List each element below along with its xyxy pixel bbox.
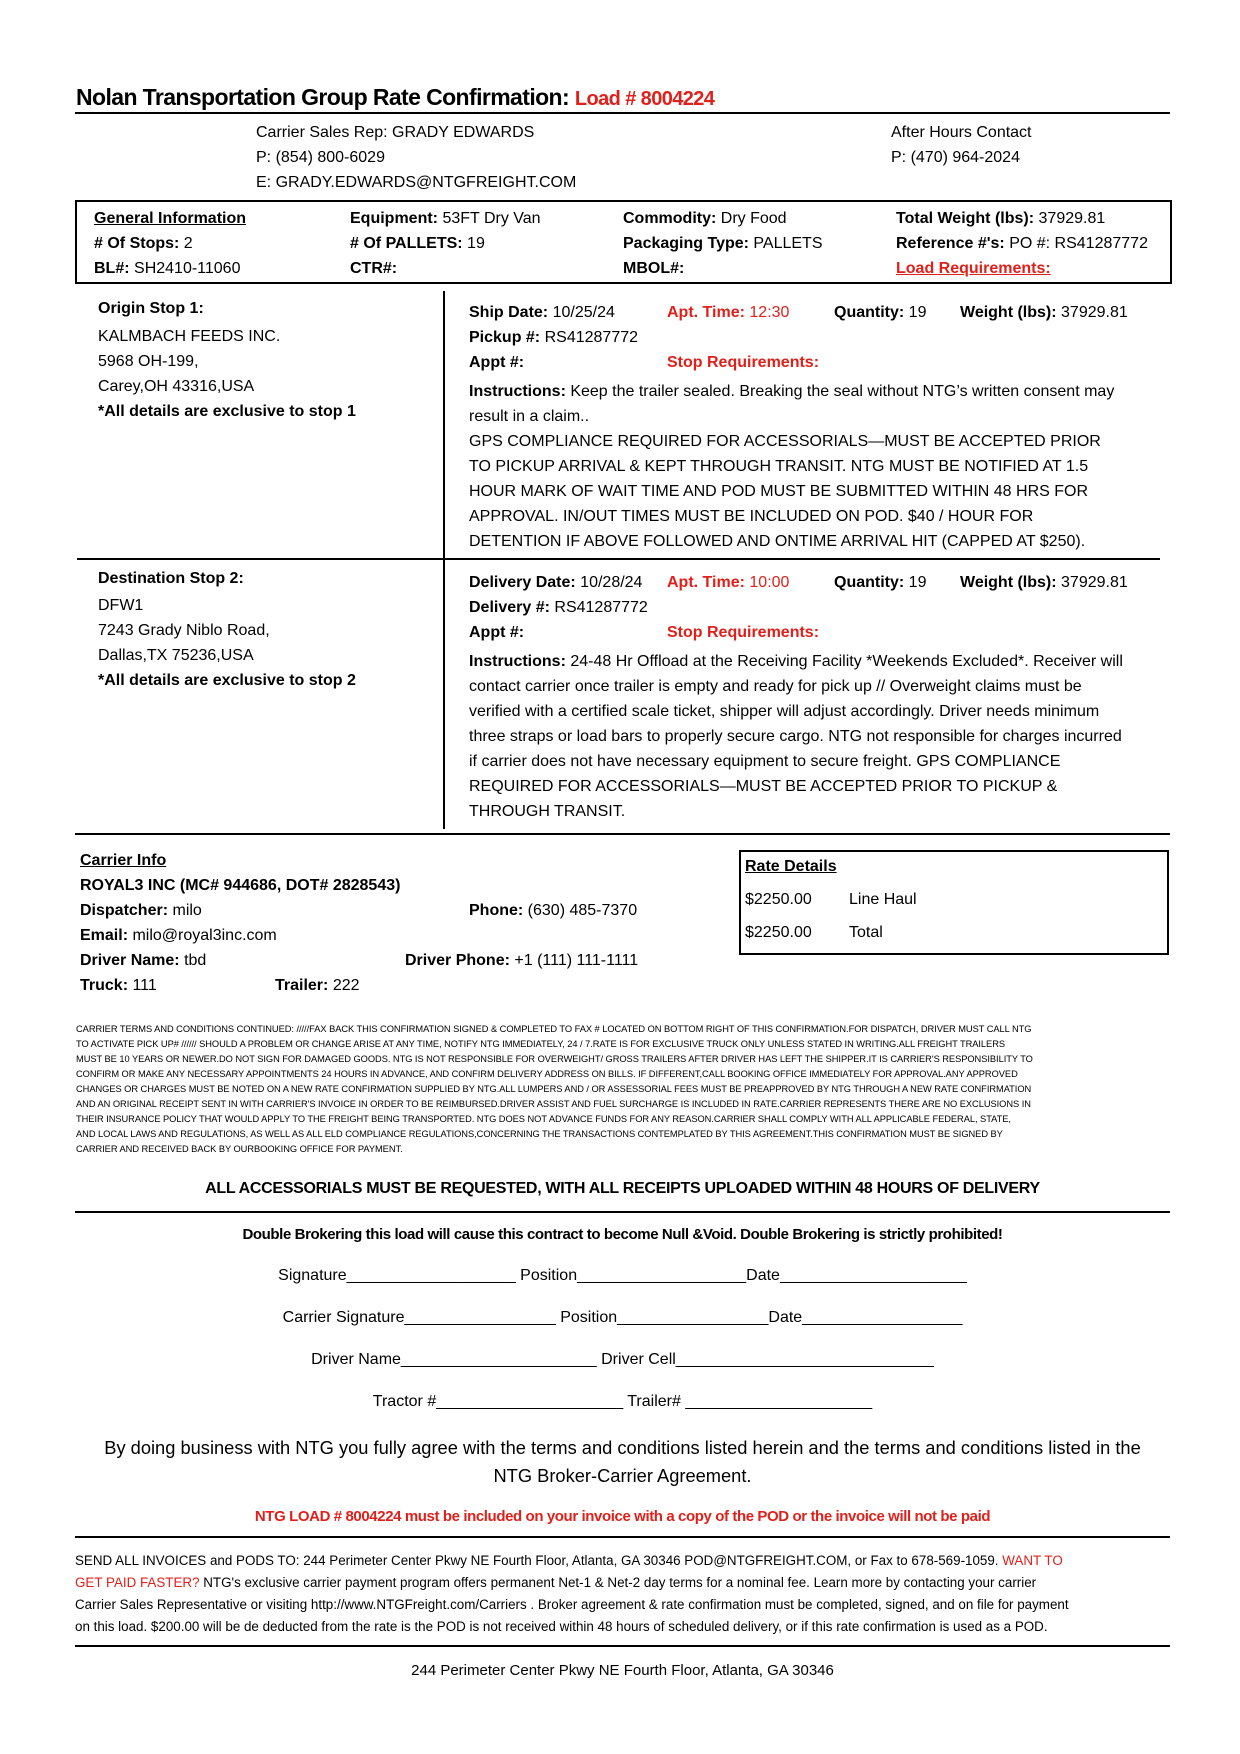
origin-instruction-line: Instructions: Keep the trailer sealed. Breaking the seal without NTG’s written consent may: [469, 383, 1115, 400]
destination-stop-requirements[interactable]: Stop Requirements:: [667, 624, 820, 641]
destination-quantity: Quantity: 19: [834, 574, 927, 591]
total-weight: Total Weight (lbs): 37929.81: [896, 210, 1106, 227]
origin-instruction-line: GPS COMPLIANCE REQUIRED FOR ACCESSORIALS—MUST BE ACCEPTED PRIOR: [469, 433, 1101, 450]
double-brokering-notice: Double Brokering this load will cause this contract to become Null &Void. Double Brokering is strictly prohibited!: [242, 1226, 1003, 1243]
destination-instruction-line: THROUGH TRANSIT.: [469, 803, 626, 820]
origin-pickup-number: Pickup #: RS41287772: [469, 329, 639, 346]
title-divider: [75, 112, 1170, 114]
get-paid-faster-link[interactable]: WANT TO: [1002, 1553, 1063, 1568]
stops-horizontal-divider: [77, 558, 1160, 560]
agreement-line: By doing business with NTG you fully agree with the terms and conditions listed herein and the terms and conditions listed in the: [104, 1437, 1141, 1458]
title-text: Nolan Transportation Group Rate Confirmation:: [76, 84, 570, 110]
destination-address-1: 7243 Grady Niblo Road,: [98, 622, 270, 639]
destination-heading: Destination Stop 2:: [98, 570, 244, 587]
footer-address: 244 Perimeter Center Pkwy NE Fourth Floor, Atlanta, GA 30346: [411, 1662, 834, 1679]
sales-rep-phone: P: (854) 800-6029: [256, 149, 385, 166]
carrier-name: ROYAL3 INC (MC# 944686, DOT# 2828543): [80, 877, 401, 894]
origin-instruction-line: APPROVAL. IN/OUT TIMES MUST BE INCLUDED ON POD. $40 / HOUR FOR: [469, 508, 1034, 525]
dispatcher: Dispatcher: milo: [80, 902, 202, 919]
driver-name-line[interactable]: Driver Name______________________ Driver Cell_____________________________: [311, 1351, 934, 1368]
page-title: [76, 84, 714, 111]
carrier-phone: Phone: (630) 485-7370: [469, 902, 638, 919]
terms-line: CHANGES OR CHARGES MUST BE NOTED ON A NEW RATE CONFIRMATION SUPPLIED BY NTG.ALL LUMPERS AND / OR ASSESSORIAL FEES MUST BE PREAPPROVED BY NTG THROUGH A NEW RATE CONFIRMATION: [76, 1084, 1032, 1094]
reference-numbers: Reference #'s: PO #: RS41287772: [896, 235, 1148, 252]
destination-instruction-line: three straps or load bars to properly secure cargo. NTG not responsible for charges incurred: [469, 728, 1122, 745]
load-number: Load # 8004224: [574, 88, 715, 110]
after-hours-contact: After Hours Contact: [891, 124, 1032, 141]
destination-name: DFW1: [98, 597, 144, 614]
driver-phone: Driver Phone: +1 (111) 111-1111: [405, 952, 639, 969]
sales-rep: Carrier Sales Rep: GRADY EDWARDS: [256, 124, 535, 141]
linehaul-label: Line Haul: [849, 891, 917, 908]
agreement-line: NTG Broker-Carrier Agreement.: [493, 1465, 752, 1486]
sales-rep-email[interactable]: E: GRADY.EDWARDS@NTGFREIGHT.COM: [256, 174, 577, 191]
origin-heading: Origin Stop 1:: [98, 300, 204, 317]
origin-instruction-line: DETENTION IF ABOVE FOLLOWED AND ONTIME ARRIVAL HIT (CAPPED AT $250).: [469, 533, 1086, 550]
origin-instructions: [469, 379, 1114, 554]
origin-note: *All details are exclusive to stop 1: [98, 403, 356, 420]
tractor-trailer-line[interactable]: Tractor #_____________________ Trailer# _____________________: [372, 1393, 873, 1410]
general-info-heading: General Information: [94, 210, 247, 227]
ctr-number: CTR#:: [350, 260, 398, 277]
origin-weight: Weight (lbs): 37929.81: [960, 304, 1128, 321]
destination-instruction-line: REQUIRED FOR ACCESSORIALS—MUST BE ACCEPTED PRIOR TO PICKUP &: [469, 778, 1058, 795]
stops-vertical-divider: [443, 291, 445, 829]
invoice-info: [75, 1550, 1069, 1638]
accessorials-notice: ALL ACCESSORIALS MUST BE REQUESTED, WITH ALL RECEIPTS UPLOADED WITHIN 48 HOURS OF DELIVERY: [205, 1180, 1040, 1197]
invoice-notice: NTG LOAD # 8004224 must be included on your invoice with a copy of the POD or the invoice will not be paid: [254, 1508, 991, 1525]
origin-instruction-line: HOUR MARK OF WAIT TIME AND POD MUST BE SUBMITTED WITHIN 48 HRS FOR: [469, 483, 1089, 500]
equipment: Equipment: 53FT Dry Van: [350, 210, 541, 227]
carrier-email[interactable]: Email: milo@royal3inc.com: [80, 927, 277, 944]
packaging-type: Packaging Type: PALLETS: [623, 235, 823, 252]
terms-line: CARRIER AND RECEIVED BACK BY OURBOOKING OFFICE FOR PAYMENT.: [76, 1144, 403, 1154]
trailer-number: Trailer: 222: [275, 977, 360, 994]
carrier-info-heading: Carrier Info: [80, 852, 167, 869]
invoice-info-line: on this load. $200.00 will be de deducted from the rate is the POD is not received within 48 hours of scheduled delivery, or if this rate confirmation is used as a POD.: [75, 1619, 1048, 1634]
carrier-section-divider: [75, 833, 1170, 835]
terms-line: MUST BE 10 YEARS OR NEWER.DO NOT SIGN FOR DAMAGED GOODS. NTG IS NOT RESPONSIBLE FOR OVERWEIGHT/ GROSS TRAILERS AFTER DRIVER HAS LEFT THE SHIPPER.IT IS CARRIER'S RESPONSIBILITY TO: [76, 1054, 1033, 1064]
accessorials-divider: [75, 1211, 1170, 1213]
terms-line: AND AN ORIGINAL RECEIPT SENT IN WITH CARRIER'S INVOICE IN ORDER TO BE REIMBURSED.DRIVER ASSIST AND FUEL SURCHARGE IS INCLUDED IN RATE.CARRIER REPRESENTS THERE ARE NO EXCLUSIONS IN: [76, 1099, 1031, 1109]
terms-line: THEIR INSURANCE POLICY THAT WOULD APPLY TO THE FREIGHT BEING TRANSPORTED. NTG DOES NOT ADVANCE FUNDS FOR ANY REASON.CARRIER SHALL COMPLY WITH ALL APPLICABLE FEDERAL, STATE,: [76, 1114, 1011, 1124]
destination-appt-number: Appt #:: [469, 624, 525, 641]
destination-weight: Weight (lbs): 37929.81: [960, 574, 1128, 591]
mbol-number: MBOL#:: [623, 260, 685, 277]
origin-instruction-line: result in a claim..: [469, 408, 590, 425]
truck-number: Truck: 111: [80, 977, 157, 994]
stops-count: # Of Stops: 2: [94, 235, 193, 252]
origin-appt-number: Appt #:: [469, 354, 525, 371]
destination-instructions: [469, 649, 1123, 824]
origin-address-1: 5968 OH-199,: [98, 353, 199, 370]
origin-apt-time: Apt. Time: 12:30: [667, 304, 790, 321]
commodity: Commodity: Dry Food: [623, 210, 787, 227]
terms-line: TO ACTIVATE PICK UP# ////// SHOULD A PROBLEM OR CHANGE ARISE AT ANY TIME, NOTIFY NTG IMMEDIATELY, 24 / 7.RATE IS FOR EXCLUSIVE TRUCK ONLY UNLESS STATED IN WRITING.ALL FREIGHT TRAILERS: [76, 1039, 1006, 1049]
origin-ship-date: Ship Date: 10/25/24: [469, 304, 615, 321]
origin-name: KALMBACH FEEDS INC.: [98, 328, 281, 345]
rate-details-heading: Rate Details: [745, 858, 837, 875]
get-paid-faster-text[interactable]: GET PAID FASTER?: [75, 1575, 200, 1590]
destination-note: *All details are exclusive to stop 2: [98, 672, 356, 689]
load-requirements-link[interactable]: Load Requirements:: [896, 260, 1051, 277]
destination-delivery-number: Delivery #: RS41287772: [469, 599, 648, 616]
footer-divider: [75, 1645, 1170, 1647]
agreement-text: [60, 1434, 1185, 1490]
invoice-info-line: Carrier Sales Representative or visiting http://www.NTGFreight.com/Carriers . Broker agreement & rate confirmation must be completed, signed, and on file for payment: [75, 1597, 1069, 1612]
destination-address-2: Dallas,TX 75236,USA: [98, 647, 254, 664]
total-label: Total: [849, 924, 883, 941]
invoice-divider: [75, 1536, 1170, 1538]
destination-delivery-date: Delivery Date: 10/28/24: [469, 574, 643, 591]
destination-instruction-line: contact carrier once trailer is empty and ready for pick up // Overweight claims must be: [469, 678, 1082, 695]
origin-stop-requirements[interactable]: Stop Requirements:: [667, 354, 820, 371]
destination-apt-time: Apt. Time: 10:00: [667, 574, 790, 591]
invoice-info-line: GET PAID FASTER? NTG's exclusive carrier payment program offers permanent Net-1 & Net-2 day terms for a nominal fee. Learn more by contacting your carrier: [75, 1575, 1037, 1590]
bl-number: BL#: SH2410-11060: [94, 260, 241, 277]
origin-instruction-line: TO PICKUP ARRIVAL & KEPT THROUGH TRANSIT. NTG MUST BE NOTIFIED AT 1.5: [469, 458, 1089, 475]
signature-line[interactable]: Signature___________________ Position___________________Date_____________________: [278, 1267, 967, 1284]
terms-line: AND LOCAL LAWS AND REGULATIONS, AS WELL AS ALL ELD COMPLIANCE REGULATIONS,CONCERNING THE TRANSACTIONS CONTEMPLATED BY THIS AGREEMENT.THIS CONFIRMATION MUST BE SIGNED BY: [76, 1129, 1003, 1139]
after-hours-phone: P: (470) 964-2024: [891, 149, 1020, 166]
destination-instruction-line: Instructions: 24-48 Hr Offload at the Receiving Facility *Weekends Excluded*. Receiver will: [469, 653, 1123, 670]
origin-address-2: Carey,OH 43316,USA: [98, 378, 255, 395]
linehaul-amount: $2250.00: [745, 891, 812, 908]
destination-instruction-line: if carrier does not have necessary equipment to secure freight. GPS COMPLIANCE: [469, 753, 1061, 770]
driver-name: Driver Name: tbd: [80, 952, 207, 969]
carrier-signature-line[interactable]: Carrier Signature_________________ Position_________________Date__________________: [282, 1309, 963, 1326]
invoice-info-line: SEND ALL INVOICES and PODS TO: 244 Perimeter Center Pkwy NE Fourth Floor, Atlanta, GA 30346 POD@NTGFREIGHT.COM, or Fax to 678-569-1059. WANT TO: [75, 1553, 1063, 1568]
terms-line: CONFIRM OR MAKE ANY NECESSARY APPOINTMENTS 24 HOURS IN ADVANCE, AND CONFIRM DELIVERY ADDRESS ON BILLS. IF DIFFERENT,CALL BOOKING OFFICE IMMEDIATELY FOR APPROVAL.ANY APPROVED: [76, 1069, 1018, 1079]
destination-instruction-line: verified with a certified scale ticket, shipper will adjust accordingly. Driver needs minimum: [469, 703, 1100, 720]
terms-line: CARRIER TERMS AND CONDITIONS CONTINUED: /////FAX BACK THIS CONFIRMATION SIGNED & COMPLETED TO FAX # LOCATED ON BOTTOM RIGHT OF THIS CONFIRMATION.FOR DISPATCH, DRIVER MUST CALL NTG: [76, 1024, 1032, 1034]
terms-and-conditions: [76, 1022, 1033, 1157]
origin-quantity: Quantity: 19: [834, 304, 927, 321]
total-amount: $2250.00: [745, 924, 812, 941]
pallets-count: # Of PALLETS: 19: [350, 235, 485, 252]
